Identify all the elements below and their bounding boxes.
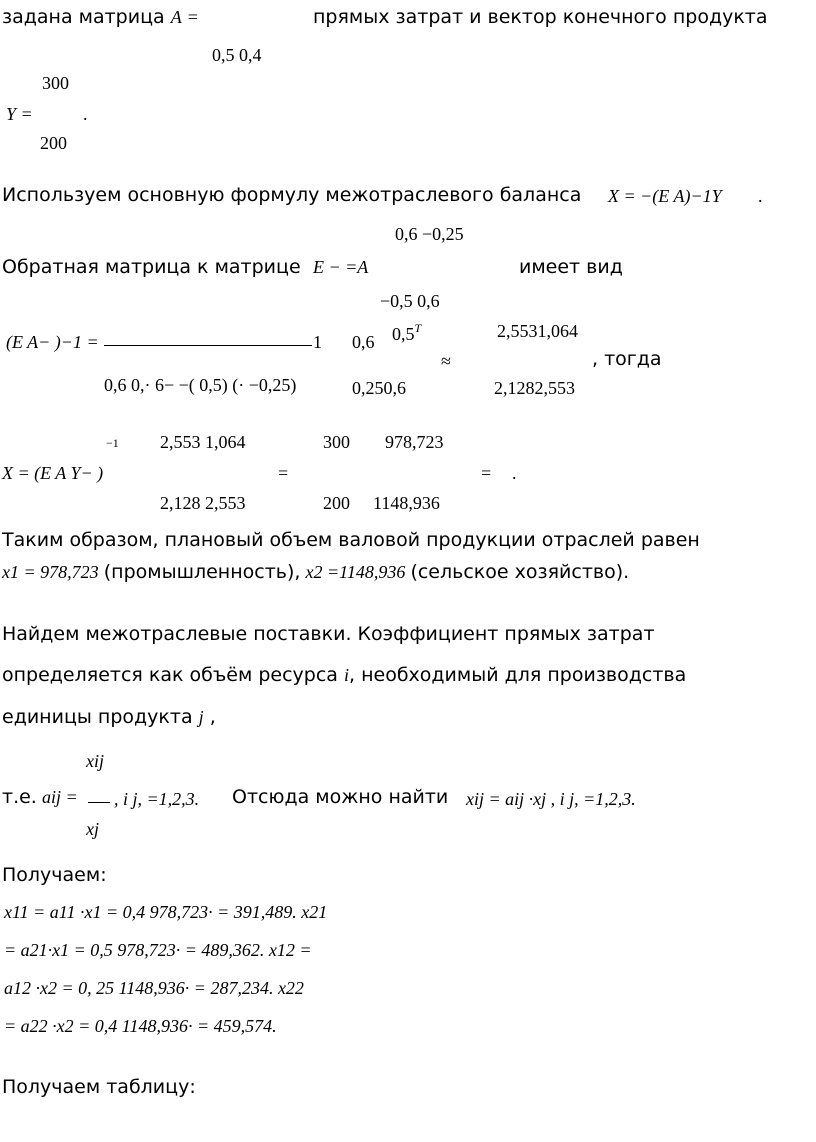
x-equals-2: = [481,463,492,483]
para2-line1: Найдем межотраслевые поставки. Коэффициент прямых затрат [2,623,655,645]
intro-text [2,8,198,27]
inverse-text-a: Обратная матрица к матрице [2,256,301,278]
denominator-tail: 0,250,6 [352,378,406,398]
ratio-line [2,788,78,807]
matrix-ea-expr: E − =A [313,257,369,277]
x-equals: = [278,463,289,483]
para2-line3a: единицы продукта [2,706,193,728]
results-title: Получаем: [2,864,107,886]
result-row-3: a12 ·x2 = 0, 25 1148,936· = 287,234. x22 [4,978,304,998]
ratio-rhs: xij = aij ·xj , i j, =1,2,3. [466,789,636,809]
x1-value: x1 = 978,723 [2,562,99,582]
adj-entry-05 [392,322,421,343]
inverse-text-b: имеет вид [519,256,623,278]
balance-formula: X = −(E A)−1Y [608,186,722,206]
vector-y1: 300 [323,432,350,452]
result-x2: 1148,936 [373,493,440,513]
result-row-2: = a21·x1 = 0,5 978,723· = 489,362. x12 = [4,940,312,960]
vector-y-label: Y = [6,104,33,124]
para2-line3 [2,708,216,727]
index-i: i [343,665,349,685]
matrix-ea-row2: −0,5 0,6 [380,291,440,311]
vector-y2: 200 [323,493,350,513]
ratio-te: т.е. [2,786,37,808]
matrix-equals: = [187,7,198,27]
vector-y-dot: . [83,104,88,124]
x-dot: . [512,463,517,483]
ratio-denominator: xj [86,819,99,839]
para2-line2b: , необходимый для производства [349,664,687,686]
index-j: j [198,707,204,727]
fraction-numerator: 1 [313,332,322,352]
x2-value: x2 =1148,936 [305,562,406,582]
conclusion-line: Таким образом, плановый объем валовой продукции отраслей равен [2,529,700,551]
table-title: Получаем таблицу: [2,1076,196,1098]
x-formula-lhs: X = (E A Y− ) [2,463,104,483]
matrix-a-row2: 0,5 0,4 [212,45,262,65]
ratio-numerator: xij [86,751,104,771]
inverse-exponent: −1 [106,436,119,450]
transpose-mark: T [414,321,422,335]
intro-text-b: прямых затрат и вектор конечного продукта [313,6,768,28]
ratio-bar [88,802,110,803]
formula-text: Используем основную формулу межотраслевого баланса [2,184,582,206]
inverse-result-row2: 2,1282,553 [494,378,575,398]
x2-sector: (сельское хозяйство). [410,561,630,583]
matrix-a-symbol: A [170,7,182,27]
x1-sector: (промышленность), [103,561,301,583]
vector-y-bottom: 200 [40,133,67,153]
para2-line3b: , [203,706,216,728]
matrix-ea-row1: 0,6 −0,25 [395,224,464,244]
ratio-indices: , i j, =1,2,3. [114,789,200,809]
intro-text-a: задана матрица [2,6,165,28]
para2-line2 [2,666,686,685]
result-x1: 978,723 [385,432,444,452]
adj-entry-05-value: 0,5 [392,324,415,344]
result-row-1: x11 = a11 ·x1 = 0,4 978,723· = 391,489. x21 [4,902,328,922]
inverse-matrix-row2: 2,128 2,553 [160,493,246,513]
fraction-bar [104,345,312,346]
result-row-4: = a22 ·x2 = 0,4 1148,936· = 459,574. [4,1016,277,1036]
adj-entry-06: 0,6 [352,332,375,352]
then-text: , тогда [592,348,662,370]
inverse-matrix-row1: 2,553 1,064 [160,432,246,452]
inverse-lhs: (E A− )−1 = [6,332,99,352]
inverse-result-row1: 2,5531,064 [497,321,578,341]
conclusion-values [2,563,629,582]
ratio-aij: aij = [41,787,78,807]
vector-y-top: 300 [42,73,69,93]
determinant-denominator: 0,6 0,· 6− −( 0,5) (· −0,25) [104,375,297,395]
para2-line2a: определяется как объём ресурса [2,664,338,686]
ratio-text: Отсюда можно найти [232,786,449,808]
approx-sign: ≈ [441,351,451,371]
formula-period: . [758,186,763,206]
